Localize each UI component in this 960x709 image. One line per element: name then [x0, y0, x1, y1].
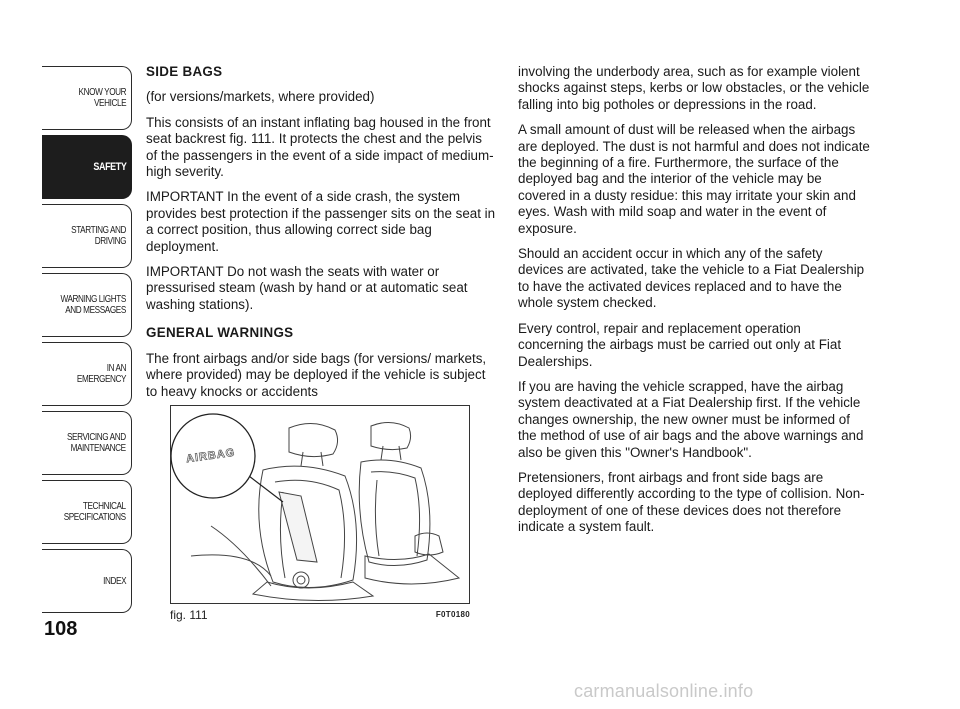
tab-servicing[interactable]: [42, 411, 132, 475]
figure: [145, 405, 473, 625]
paragraph: IMPORTANT Do not wash the seats with water or pressurised steam (wash by hand or at automatic seat washing stations).: [146, 264, 468, 312]
paragraph: A small amount of dust will be released when the airbags are deployed. The dust is not harmful and does not indicate the beginning of a fire. Furthermore, the surface of the deployed bag and the interior of the vehicle may be covered in a dusty residue: this may irritate your skin and eyes. Wash with mild soap and water in the event of exposure.: [518, 122, 870, 236]
left-column: [146, 64, 496, 409]
tab-label: WARNING LIGHTS AND MESSAGES: [60, 294, 127, 316]
tab-label: KNOW YOUR VEHICLE: [78, 87, 127, 109]
tab-safety[interactable]: [42, 135, 132, 199]
tab-label: IN AN EMERGENCY: [76, 363, 127, 385]
tab-warning-lights[interactable]: [42, 273, 132, 337]
paragraph: This consists of an instant inflating bag housed in the front seat backrest fig. 111. It protects the chest and the pelvis of the passengers in the event of a side impact of medium-high severity.: [146, 114, 494, 180]
figure-code: F0T0180: [435, 610, 470, 619]
figure-caption: fig. 111: [170, 608, 208, 622]
tab-know-your-vehicle[interactable]: [42, 66, 132, 130]
paragraph: Every control, repair and replacement operation concerning the airbags must be carried out only at Fiat Dealerships.: [518, 320, 842, 369]
tab-label: INDEX: [103, 575, 127, 587]
watermark: carmanualsonline.info: [574, 681, 754, 701]
paragraph: involving the underbody area, such as for example violent shocks against steps, kerbs or low obstacles, or the vehicle falling into big potholes or depressions in the road.: [518, 64, 870, 112]
subheading: (for versions/markets, where provided): [146, 89, 375, 105]
tab-label: SERVICING AND MAINTENANCE: [67, 432, 127, 454]
tab-label: STARTING AND DRIVING: [71, 225, 127, 247]
seat-illustration: [170, 405, 470, 604]
paragraph: IMPORTANT In the event of a side crash, the system provides best protection if the passenger sits on the seat in a correct position, thus allowing correct side bag deployment.: [146, 189, 496, 254]
seat-airbag-drawing: [171, 406, 470, 604]
tab-label: SAFETY: [92, 160, 127, 173]
right-column: [518, 64, 870, 545]
tab-label: TECHNICAL SPECIFICATIONS: [64, 501, 127, 523]
paragraph: If you are having the vehicle scrapped, have the airbag system deactivated at a Fiat Dealership first. If the vehicle changes ownership, the new owner must be informed of the method of use of air bags and the above warnings and also be given this "Owner's Handbook".: [518, 378, 864, 460]
paragraph: Should an accident occur in which any of the safety devices are activated, take the vehicle to a Fiat Dealership to have the activated devices replaced and to have the whole system checked.: [518, 246, 865, 311]
section-heading: GENERAL WARNINGS: [146, 325, 294, 341]
page-number: 108: [44, 618, 78, 640]
paragraph: The front airbags and/or side bags (for versions/ markets, where provided) may be deployed if the vehicle is subject to heavy knocks or accidents: [146, 350, 487, 399]
tab-index[interactable]: [42, 549, 132, 613]
tab-technical-specifications[interactable]: [42, 480, 132, 544]
section-heading: SIDE BAGS: [146, 64, 223, 79]
paragraph: Pretensioners, front airbags and front side bags are deployed differently according to the type of collision. Non-deployment of one of these devices does not therefore indicate a system fault.: [518, 469, 865, 535]
airbag-label: AIRBAG: [185, 446, 236, 466]
tab-in-an-emergency[interactable]: [42, 342, 132, 406]
tab-starting-and-driving[interactable]: [42, 204, 132, 268]
